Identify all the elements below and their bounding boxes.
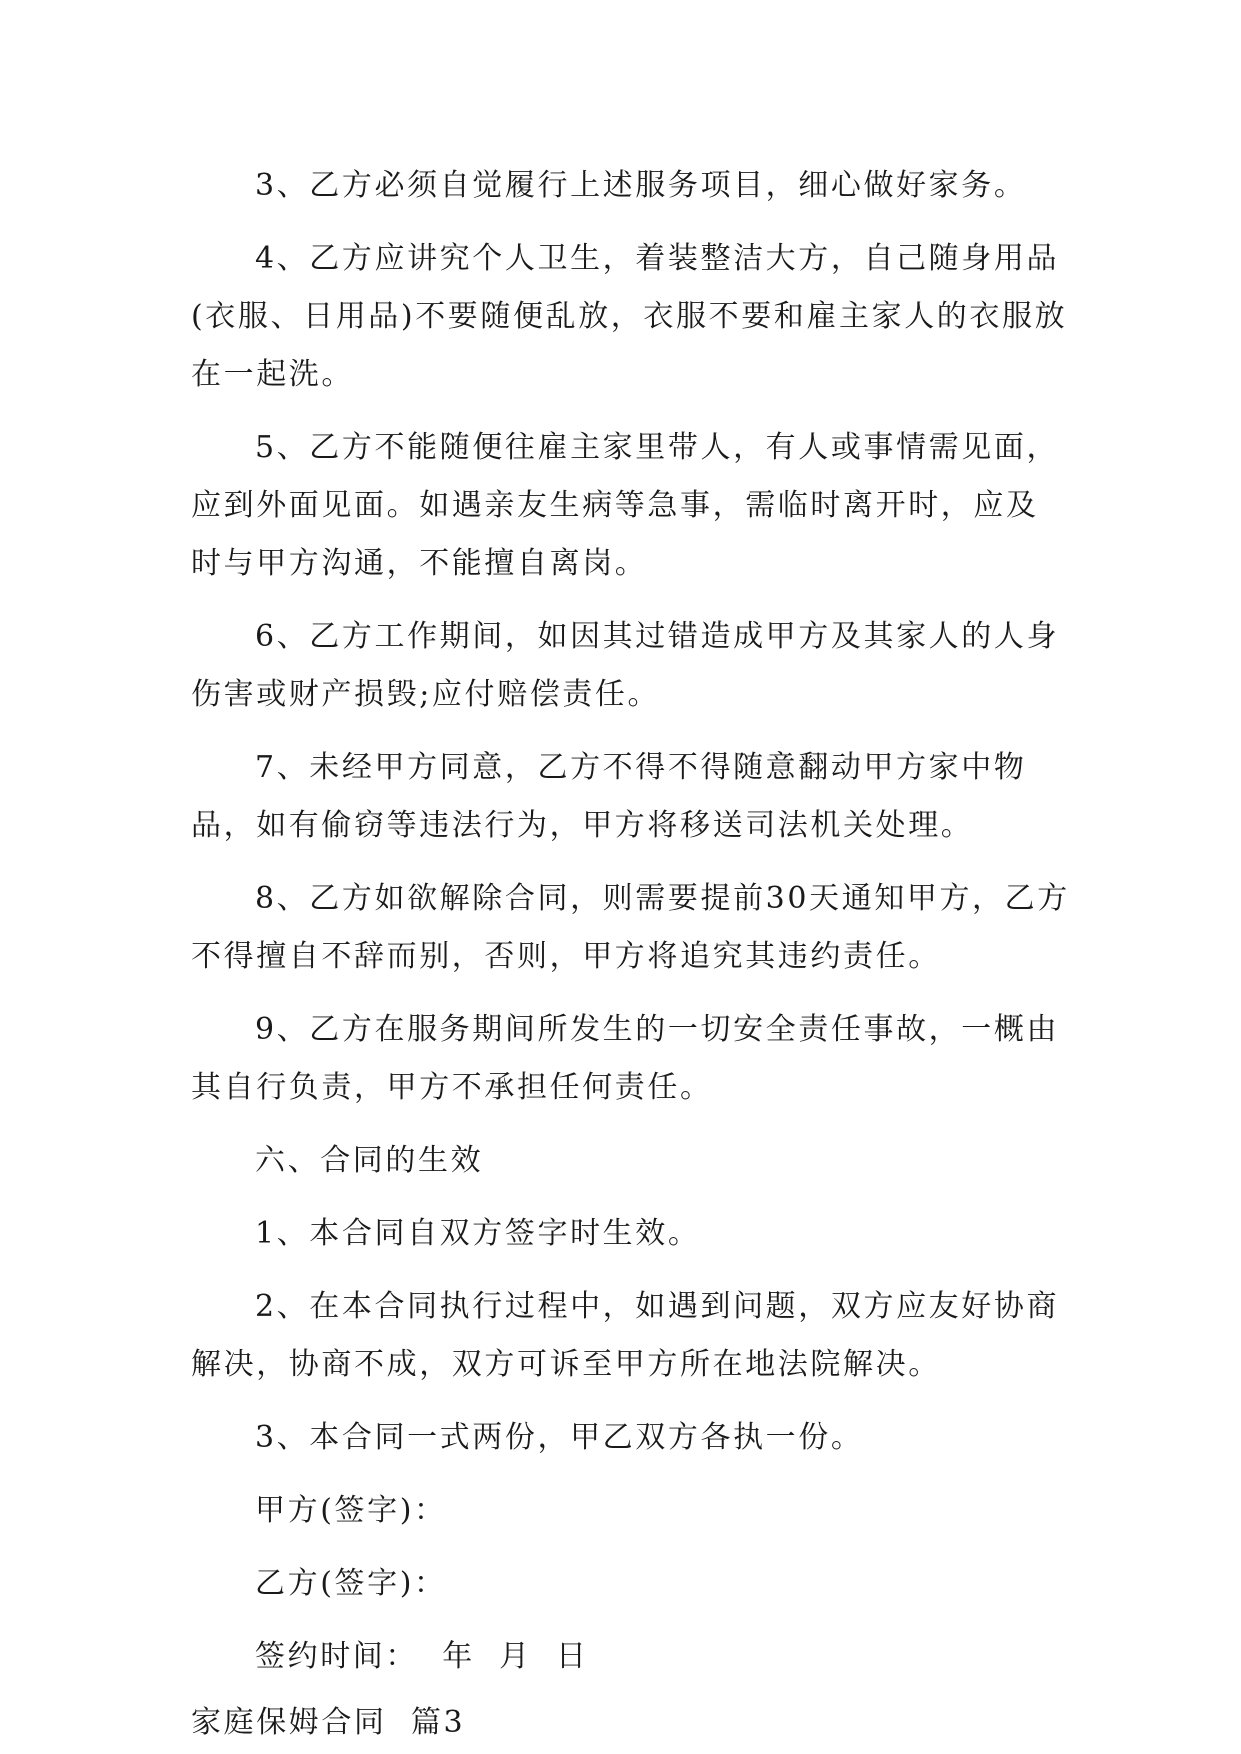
effect-clause-2: 2、在本合同执行过程中，如遇到问题，双方应友好协商解决，协商不成，双方可诉至甲方所在地法院解决。 [191, 1289, 1060, 1382]
clause-9-safety: 9、乙方在服务期间所发生的一切安全责任事故，一概由其自行负责，甲方不承担任何责任。 [191, 1012, 1060, 1105]
effect-clause-1: 1、本合同自双方签字时生效。 [255, 1216, 701, 1251]
effect-clause-3: 3、本合同一式两份，甲乙双方各执一份。 [255, 1420, 864, 1455]
section-heading-effectiveness: 六、合同的生效 [255, 1143, 484, 1178]
document-body [191, 157, 1071, 1752]
signing-date-line: 签约时间： 年 月 日 [255, 1639, 589, 1674]
clause-3-diligence: 3、乙方必须自觉履行上述服务项目，细心做好家务。 [255, 168, 1027, 203]
next-section-heading: 家庭保姆合同 篇3 [191, 1705, 466, 1740]
clause-4-hygiene: 4、乙方应讲究个人卫生，着装整洁大方，自己随身用品(衣服、日用品)不要随便乱放，衣服不要和雇主家人的衣服放在一起洗。 [191, 241, 1068, 392]
clause-6-liability: 6、乙方工作期间，如因其过错造成甲方及其家人的人身伤害或财产损毁;应付赔偿责任。 [191, 619, 1060, 712]
clause-5-visitors: 5、乙方不能随便往雇主家里带人，有人或事情需见面，应到外面见面。如遇亲友生病等急事，需临时离开时，应及时与甲方沟通，不能擅自离岗。 [191, 430, 1060, 581]
party-a-signature-line: 甲方(签字)： [255, 1493, 447, 1528]
party-b-signature-line: 乙方(签字)： [255, 1566, 447, 1601]
clause-7-belongings: 7、未经甲方同意，乙方不得不得随意翻动甲方家中物品，如有偷窃等违法行为，甲方将移送司法机关处理。 [191, 750, 1027, 843]
clause-8-termination: 8、乙方如欲解除合同，则需要提前30天通知甲方，乙方不得擅自不辞而别，否则，甲方将追究其违约责任。 [191, 881, 1070, 974]
